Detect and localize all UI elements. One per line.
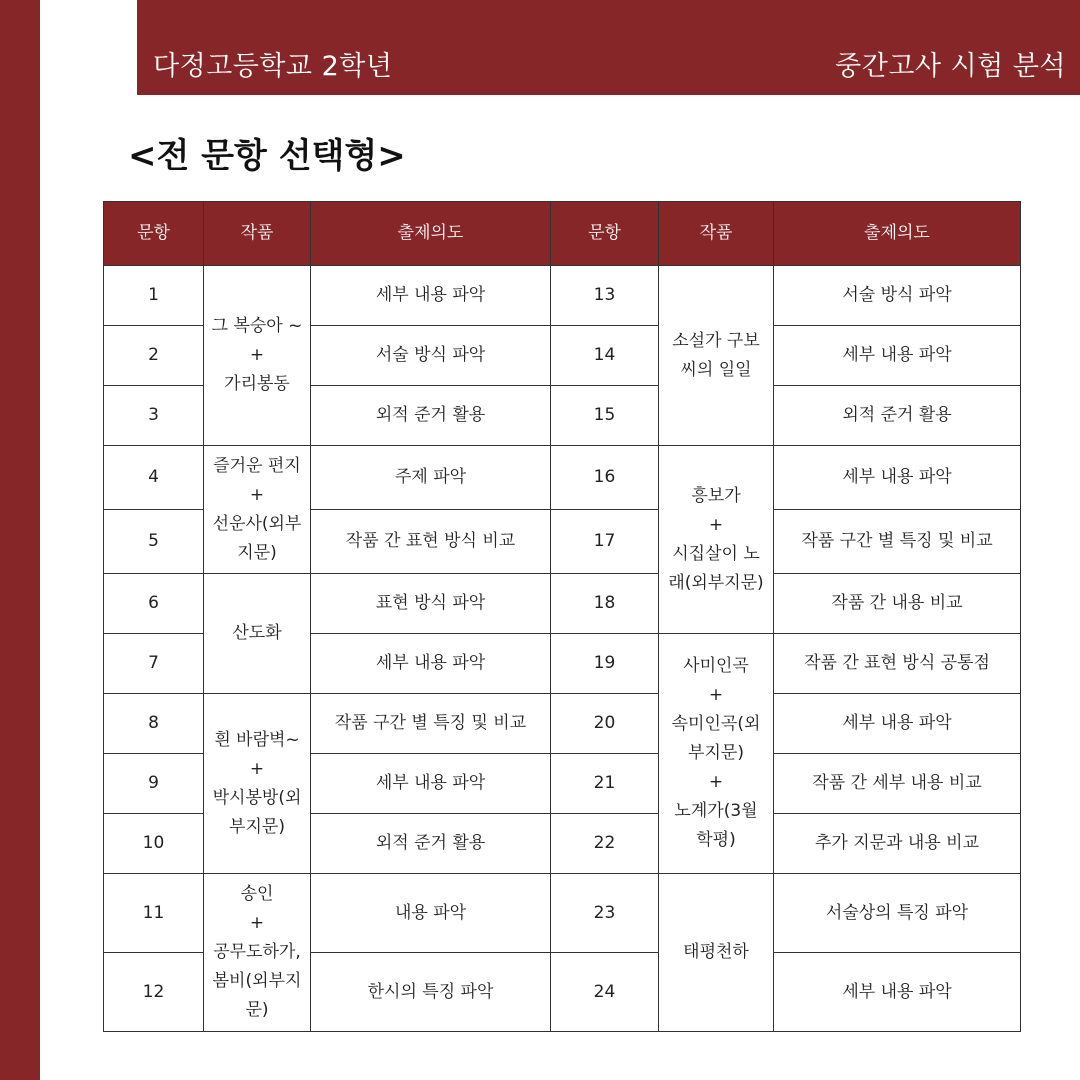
question-number: 20 xyxy=(551,694,659,754)
question-number: 21 xyxy=(551,754,659,814)
table-row xyxy=(104,446,1021,510)
table-row xyxy=(104,574,1021,634)
question-number: 7 xyxy=(104,634,204,694)
col-header-intent: 출제의도 xyxy=(311,202,551,266)
question-number: 18 xyxy=(551,574,659,634)
question-intent: 세부 내용 파악 xyxy=(774,953,1021,1032)
question-intent: 작품 구간 별 특징 및 비교 xyxy=(311,694,551,754)
question-intent: 작품 간 내용 비교 xyxy=(774,574,1021,634)
question-number: 17 xyxy=(551,510,659,574)
work-title: 송인 + 공무도하가, 봄비(외부지 문) xyxy=(204,874,311,1032)
table-row xyxy=(104,694,1021,754)
question-intent: 외적 준거 활용 xyxy=(311,386,551,446)
question-intent: 작품 구간 별 특징 및 비교 xyxy=(774,510,1021,574)
question-number: 14 xyxy=(551,326,659,386)
table-row xyxy=(104,266,1021,326)
document-title: 중간고사 시험 분석 xyxy=(835,51,1066,82)
question-number: 16 xyxy=(551,446,659,510)
question-intent: 외적 준거 활용 xyxy=(774,386,1021,446)
question-number: 3 xyxy=(104,386,204,446)
school-title: 다정고등학교 2학년 xyxy=(153,51,393,82)
question-intent: 작품 간 세부 내용 비교 xyxy=(774,754,1021,814)
question-intent: 작품 간 표현 방식 비교 xyxy=(311,510,551,574)
section-title: <전 문항 선택형> xyxy=(128,136,406,176)
question-intent: 서술 방식 파악 xyxy=(774,266,1021,326)
work-title: 흥보가 + 시집살이 노 래(외부지문) xyxy=(659,446,774,634)
col-header-work: 작품 xyxy=(204,202,311,266)
question-number: 9 xyxy=(104,754,204,814)
question-intent: 외적 준거 활용 xyxy=(311,814,551,874)
work-title: 그 복숭아 ~ + 가리봉동 xyxy=(204,266,311,446)
col-header-question: 문항 xyxy=(551,202,659,266)
question-number: 24 xyxy=(551,953,659,1032)
col-header-work: 작품 xyxy=(659,202,774,266)
question-number: 10 xyxy=(104,814,204,874)
table-header-row xyxy=(104,202,1021,266)
question-intent: 세부 내용 파악 xyxy=(311,266,551,326)
question-number: 1 xyxy=(104,266,204,326)
question-intent: 작품 간 표현 방식 공통점 xyxy=(774,634,1021,694)
question-number: 11 xyxy=(104,874,204,953)
question-number: 5 xyxy=(104,510,204,574)
question-intent: 한시의 특징 파악 xyxy=(311,953,551,1032)
work-title: 소설가 구보 씨의 일일 xyxy=(659,266,774,446)
question-number: 12 xyxy=(104,953,204,1032)
header-bar xyxy=(137,0,1080,95)
question-intent: 세부 내용 파악 xyxy=(774,694,1021,754)
question-number: 6 xyxy=(104,574,204,634)
exam-analysis-table xyxy=(103,201,1021,1032)
work-title: 태평천하 xyxy=(659,874,774,1032)
question-intent: 내용 파악 xyxy=(311,874,551,953)
question-intent: 세부 내용 파악 xyxy=(311,634,551,694)
question-intent: 추가 지문과 내용 비교 xyxy=(774,814,1021,874)
work-title: 흰 바람벽~ + 박시봉방(외 부지문) xyxy=(204,694,311,874)
question-intent: 세부 내용 파악 xyxy=(774,326,1021,386)
question-number: 2 xyxy=(104,326,204,386)
table-row xyxy=(104,874,1021,953)
question-number: 4 xyxy=(104,446,204,510)
question-number: 8 xyxy=(104,694,204,754)
question-intent: 서술상의 특징 파악 xyxy=(774,874,1021,953)
question-number: 13 xyxy=(551,266,659,326)
col-header-question: 문항 xyxy=(104,202,204,266)
question-number: 19 xyxy=(551,634,659,694)
question-intent: 세부 내용 파악 xyxy=(774,446,1021,510)
left-accent-bar xyxy=(0,0,40,1080)
question-intent: 서술 방식 파악 xyxy=(311,326,551,386)
question-number: 22 xyxy=(551,814,659,874)
work-title: 산도화 xyxy=(204,574,311,694)
work-title: 사미인곡 + 속미인곡(외 부지문) + 노계가(3월 학평) xyxy=(659,634,774,874)
question-number: 23 xyxy=(551,874,659,953)
question-number: 15 xyxy=(551,386,659,446)
question-intent: 표현 방식 파악 xyxy=(311,574,551,634)
work-title: 즐거운 편지 + 선운사(외부 지문) xyxy=(204,446,311,574)
col-header-intent: 출제의도 xyxy=(774,202,1021,266)
question-intent: 세부 내용 파악 xyxy=(311,754,551,814)
question-intent: 주제 파악 xyxy=(311,446,551,510)
